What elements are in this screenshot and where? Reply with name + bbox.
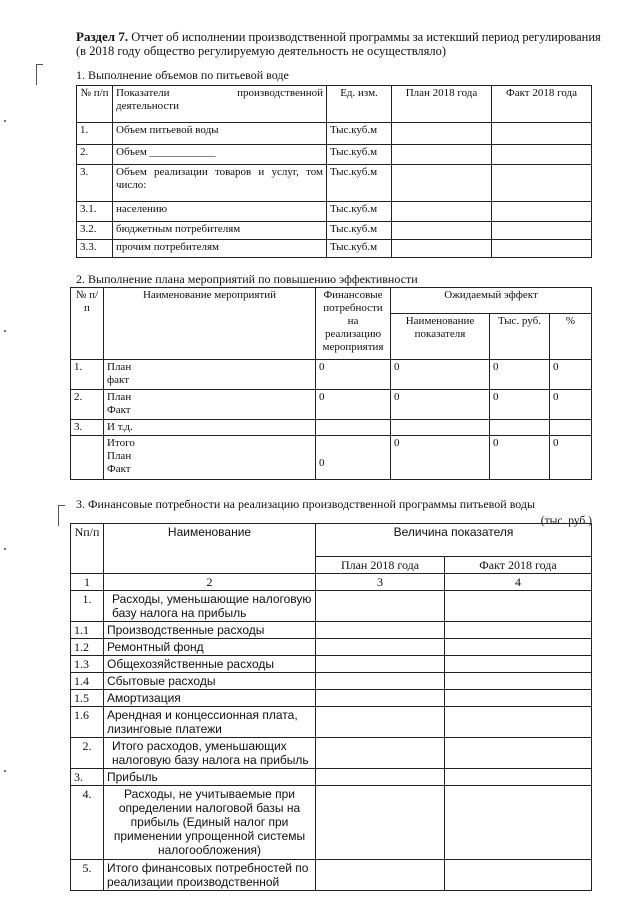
- table-row: [71, 639, 592, 656]
- row-name: прочим потребителям: [113, 240, 327, 258]
- header-num: Nп/п: [71, 524, 104, 574]
- table2-caption: 2. Выполнение плана мероприятий по повышению эффективности: [76, 272, 418, 286]
- row-fact: [445, 786, 592, 860]
- row-plan: [392, 240, 492, 258]
- table3-unit: (тыс. руб.): [540, 515, 592, 527]
- row-num: 3.1.: [77, 202, 113, 222]
- row-plan: [392, 165, 492, 202]
- table-row: [77, 165, 592, 202]
- row-num: 5.: [71, 860, 104, 891]
- header-fact: Факт 2018 года: [445, 557, 592, 574]
- table-row: [71, 738, 592, 769]
- row-finance: 0: [316, 436, 391, 480]
- row-fact: [445, 707, 592, 738]
- row-fact: [445, 622, 592, 639]
- table-row: [71, 690, 592, 707]
- row-rub: [490, 420, 550, 436]
- row-unit: Тыс.куб.м: [327, 240, 392, 258]
- table-row: [71, 673, 592, 690]
- section-heading: [76, 30, 606, 58]
- row-num: 1.4: [71, 673, 104, 690]
- row-pct: [550, 420, 592, 436]
- row-num: 4.: [71, 786, 104, 860]
- table-row: [71, 420, 592, 436]
- scan-bracket: [36, 64, 43, 85]
- row-name: Амортизация: [104, 690, 316, 707]
- row-name: Объем питьевой воды: [113, 123, 327, 145]
- scan-mark: [4, 330, 6, 332]
- row-indicator: 0: [391, 360, 490, 390]
- header-finance-needs: Финансовые потребности на реализацию мероприятия: [316, 288, 391, 360]
- row-name: Прибыль: [104, 769, 316, 786]
- header-percent: %: [550, 314, 592, 360]
- row-fact: [445, 639, 592, 656]
- header-indicator: Показатели производственной деятельности: [113, 86, 327, 123]
- row-fact: [492, 145, 592, 165]
- table3-header-row: [71, 524, 592, 557]
- table-row: [71, 591, 592, 622]
- section-title: Отчет об исполнении производственной программы за истекший период регулирования (в 2018 году общество регулируемую деятельность не осуществляло): [76, 30, 601, 58]
- water-volume-table: [76, 85, 592, 258]
- row-pct: 0: [550, 390, 592, 420]
- row-plan: [316, 622, 445, 639]
- row-num: 3.3.: [77, 240, 113, 258]
- col-number: 2: [104, 574, 316, 591]
- header-value: Величина показателя: [316, 524, 592, 557]
- table-row: [71, 656, 592, 673]
- row-num: 1.: [71, 591, 104, 622]
- row-num: 1.: [71, 360, 104, 390]
- row-name: Производственные расходы: [104, 622, 316, 639]
- row-num: 1.: [77, 123, 113, 145]
- row-pct: 0: [550, 360, 592, 390]
- row-unit: Тыс.куб.м: [327, 202, 392, 222]
- row-name: населению: [113, 202, 327, 222]
- row-plan: [392, 202, 492, 222]
- row-plan: [316, 591, 445, 622]
- table1-header-row: [77, 86, 592, 123]
- row-num: 1.3: [71, 656, 104, 673]
- row-name: Итого расходов, уменьшающих налоговую базу налога на прибыль: [104, 738, 316, 769]
- row-fact: [492, 123, 592, 145]
- table-row: [71, 360, 592, 390]
- row-name: бюджетным потребителям: [113, 222, 327, 240]
- row-plan: [316, 786, 445, 860]
- header-plan: План 2018 года: [392, 86, 492, 123]
- row-name: План Факт: [104, 390, 316, 420]
- table-row: [77, 145, 592, 165]
- table-row: [71, 769, 592, 786]
- row-name: Итого финансовых потребностей по реализации производственной: [104, 860, 316, 891]
- row-plan: [392, 222, 492, 240]
- row-fact: [445, 860, 592, 891]
- row-plan: [392, 145, 492, 165]
- row-num: 1.5: [71, 690, 104, 707]
- col-number: 4: [445, 574, 592, 591]
- table1-caption: 1. Выполнение объемов по питьевой воде: [76, 68, 289, 82]
- table-row: [77, 240, 592, 258]
- header-fact: Факт 2018 года: [492, 86, 592, 123]
- scan-mark: [4, 548, 6, 550]
- row-indicator: 0: [391, 436, 490, 480]
- row-name: Объем ____________: [113, 145, 327, 165]
- row-num: 2.: [71, 390, 104, 420]
- row-pct: 0: [550, 436, 592, 480]
- header-expected-effect: Ожидаемый эффект: [391, 288, 592, 314]
- row-plan: [316, 860, 445, 891]
- row-rub: 0: [490, 436, 550, 480]
- table3-colnum-row: [71, 574, 592, 591]
- row-name: И т.д.: [104, 420, 316, 436]
- row-num: 1.6: [71, 707, 104, 738]
- header-thousand-rub: Тыс. руб.: [490, 314, 550, 360]
- row-indicator: 0: [391, 390, 490, 420]
- row-fact: [492, 222, 592, 240]
- efficiency-measures-table: [70, 287, 592, 480]
- row-plan: [316, 769, 445, 786]
- row-plan: [316, 738, 445, 769]
- row-plan: [316, 673, 445, 690]
- row-num: 3.: [77, 165, 113, 202]
- row-finance: 0: [316, 390, 391, 420]
- row-unit: Тыс.куб.м: [327, 222, 392, 240]
- row-name: Сбытовые расходы: [104, 673, 316, 690]
- table-row: [71, 622, 592, 639]
- row-name: Итого План Факт: [104, 436, 316, 480]
- row-unit: Тыс.куб.м: [327, 123, 392, 145]
- table-row: [71, 707, 592, 738]
- row-name: План факт: [104, 360, 316, 390]
- scan-mark: [4, 120, 6, 122]
- row-name: Расходы, уменьшающие налоговую базу налога на прибыль: [104, 591, 316, 622]
- row-finance: 0: [316, 360, 391, 390]
- row-name: Объем реализации товаров и услуг, том число:: [113, 165, 327, 202]
- table2-header-row: [71, 288, 592, 314]
- table3-caption: 3. Финансовые потребности на реализацию производственной программы питьевой воды: [76, 497, 536, 511]
- header-measure-name: Наименование мероприятий: [104, 288, 316, 360]
- section-label: Раздел 7.: [76, 29, 129, 44]
- row-num: 3.2.: [77, 222, 113, 240]
- header-num: № п/п: [71, 288, 104, 360]
- row-plan: [392, 123, 492, 145]
- row-fact: [445, 656, 592, 673]
- row-unit: Тыс.куб.м: [327, 145, 392, 165]
- row-num: 1.1: [71, 622, 104, 639]
- table-row: [71, 390, 592, 420]
- table-row: [77, 123, 592, 145]
- row-num: 2.: [71, 738, 104, 769]
- row-fact: [445, 673, 592, 690]
- row-num: [71, 436, 104, 480]
- table-row: [77, 202, 592, 222]
- row-fact: [492, 202, 592, 222]
- row-num: 2.: [77, 145, 113, 165]
- row-num: 1.2: [71, 639, 104, 656]
- row-plan: [316, 690, 445, 707]
- row-rub: 0: [490, 390, 550, 420]
- row-fact: [492, 240, 592, 258]
- row-fact: [445, 591, 592, 622]
- financial-needs-table: [70, 523, 592, 891]
- row-num: 3.: [71, 420, 104, 436]
- header-indicator-name: Наименование показателя: [391, 314, 490, 360]
- row-plan: [316, 639, 445, 656]
- table-row-total: [71, 436, 592, 480]
- row-name: Общехозяйственные расходы: [104, 656, 316, 673]
- row-plan: [316, 707, 445, 738]
- row-fact: [492, 165, 592, 202]
- row-num: 3.: [71, 769, 104, 786]
- table-row: [77, 222, 592, 240]
- table-row: [71, 860, 592, 891]
- header-name: Наименование: [104, 524, 316, 574]
- row-plan: [316, 656, 445, 673]
- header-plan: План 2018 года: [316, 557, 445, 574]
- row-finance: [316, 420, 391, 436]
- header-num: № п/п: [77, 86, 113, 123]
- row-name: Расходы, не учитываемые при определении налоговой базы на прибыль (Единый налог при применении упрощенной системы налогообложения): [104, 786, 316, 860]
- row-fact: [445, 738, 592, 769]
- row-indicator: [391, 420, 490, 436]
- row-rub: 0: [490, 360, 550, 390]
- col-number: 3: [316, 574, 445, 591]
- scan-mark: [4, 770, 6, 772]
- row-fact: [445, 769, 592, 786]
- row-name: Ремонтный фонд: [104, 639, 316, 656]
- row-name: Арендная и концессионная плата, лизинговые платежи: [104, 707, 316, 738]
- scan-bracket: [58, 505, 65, 526]
- row-fact: [445, 690, 592, 707]
- header-unit: Ед. изм.: [327, 86, 392, 123]
- row-unit: Тыс.куб.м: [327, 165, 392, 202]
- col-number: 1: [71, 574, 104, 591]
- table-row: [71, 786, 592, 860]
